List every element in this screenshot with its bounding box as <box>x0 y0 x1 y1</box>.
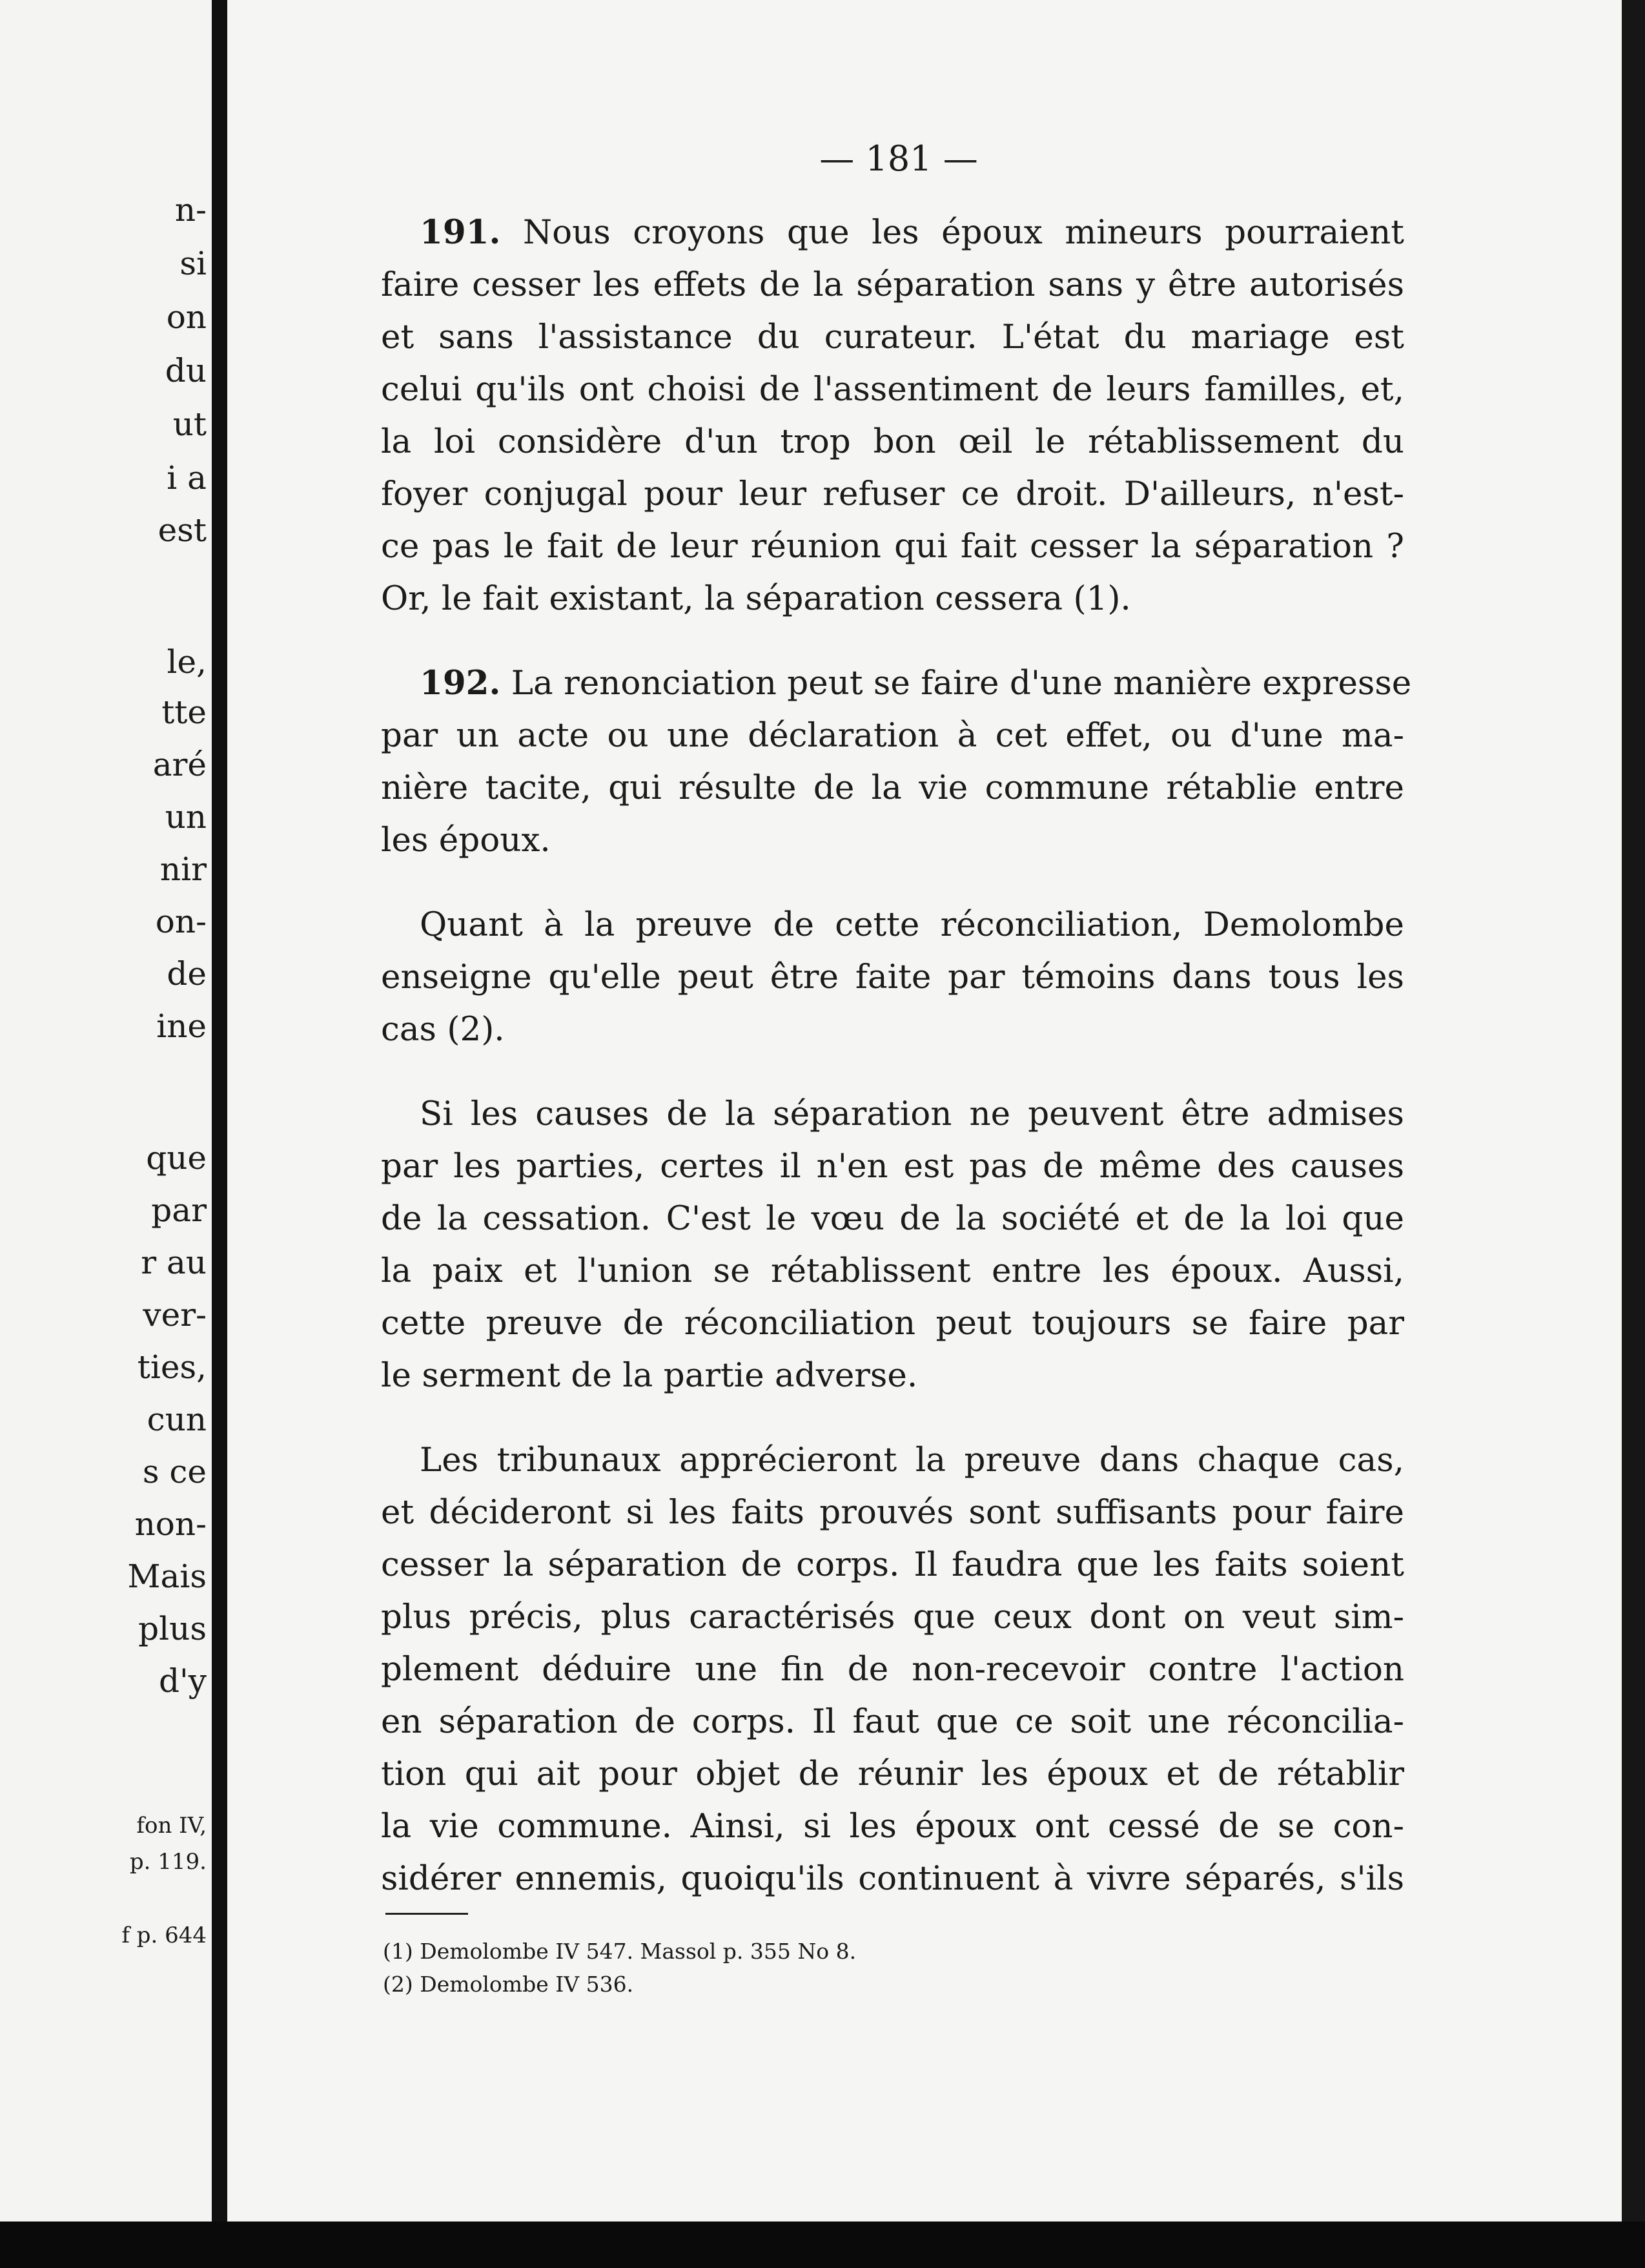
margin-fragment: non- <box>134 1505 207 1543</box>
text-line: par les parties, certes il n'en est pas de même des causes <box>381 1147 1404 1186</box>
page-number: — 181 — <box>819 138 978 179</box>
text-line: la paix et l'union se rétablissent entre les époux. Aussi, <box>381 1252 1404 1290</box>
margin-fragment: f p. 644 <box>121 1923 207 1948</box>
text-line: nière tacite, qui résulte de la vie commune rétablie entre <box>381 768 1404 807</box>
text-line: Quant à la preuve de cette réconciliation, Demolombe <box>420 905 1404 944</box>
text-line: celui qu'ils ont choisi de l'assentiment de leurs familles, et, <box>381 370 1404 409</box>
margin-fragment: plus <box>138 1610 207 1647</box>
margin-fragment: le, <box>167 643 207 681</box>
margin-fragment: ties, <box>137 1348 207 1386</box>
scan-border <box>0 2222 1645 2268</box>
margin-fragment: i a <box>167 459 207 497</box>
footnote-rule <box>385 1913 468 1915</box>
text-line: les époux. <box>381 821 551 860</box>
text-line: foyer conjugal pour leur refuser ce droit. D'ailleurs, n'est- <box>381 475 1404 513</box>
margin-fragment: du <box>165 352 207 389</box>
margin-fragment: ine <box>156 1007 207 1045</box>
text-line: 191. Nous croyons que les époux mineurs pourraient <box>420 213 1404 252</box>
text-line: enseigne qu'elle peut être faite par témoins dans tous les <box>381 958 1404 996</box>
margin-fragment: Mais <box>127 1558 207 1595</box>
margin-fragment: p. 119. <box>129 1849 207 1875</box>
margin-fragment: d'y <box>159 1662 207 1700</box>
text-line: la vie commune. Ainsi, si les époux ont cessé de se con- <box>381 1807 1404 1846</box>
text-line: et décideront si les faits prouvés sont suffisants pour faire <box>381 1493 1404 1532</box>
margin-fragment: on <box>166 298 207 336</box>
paragraph-191 <box>381 207 1404 625</box>
margin-fragment: ut <box>172 406 207 443</box>
text-line: cette preuve de réconciliation peut toujours se faire par <box>381 1304 1404 1343</box>
footnote: (1) Demolombe IV 547. Massol p. 355 No 8. <box>383 1939 857 1964</box>
margin-fragment: s ce <box>142 1453 207 1490</box>
text-line: cesser la séparation de corps. Il faudra que les faits soient <box>381 1545 1404 1584</box>
margin-fragment: aré <box>152 746 207 783</box>
text-line: Si les causes de la séparation ne peuvent être admises <box>420 1095 1404 1133</box>
margin-fragment: que <box>146 1139 207 1177</box>
margin-fragment: fon IV, <box>136 1813 207 1839</box>
page-edge <box>1622 0 1645 2268</box>
margin-fragment: si <box>179 245 207 282</box>
text-line: Les tribunaux apprécieront la preuve dans chaque cas, <box>420 1441 1404 1479</box>
paragraph <box>381 899 1404 1056</box>
body-text <box>381 207 1412 1905</box>
left-facing-page <box>0 0 212 2222</box>
text-line: et sans l'assistance du curateur. L'état du mariage est <box>381 318 1404 356</box>
margin-fragment: on- <box>155 903 207 940</box>
book-gutter <box>212 0 227 2268</box>
text-line: la loi considère d'un trop bon œil le rétablissement du <box>381 422 1404 461</box>
text-line: sidérer ennemis, quoiqu'ils continuent à vivre séparés, s'ils <box>381 1859 1404 1898</box>
text-line: de la cessation. C'est le vœu de la société et de la loi que <box>381 1199 1404 1238</box>
text-line: par un acte ou une déclaration à cet effet, ou d'une ma- <box>381 716 1404 755</box>
margin-fragment: ver- <box>143 1296 207 1334</box>
margin-fragment: un <box>165 798 207 836</box>
paragraph <box>381 1088 1404 1402</box>
footnotes <box>383 1935 856 2001</box>
text-line: Or, le fait existant, la séparation cessera (1). <box>381 579 1131 618</box>
margin-fragment: nir <box>159 850 207 888</box>
margin-fragment: n- <box>174 191 207 229</box>
text-line: ce pas le fait de leur réunion qui fait cesser la séparation ? <box>381 527 1404 566</box>
margin-fragment: par <box>151 1191 207 1229</box>
paragraph-192 <box>381 657 1412 867</box>
margin-fragment: est <box>158 511 207 549</box>
paragraph-number: 192. <box>420 664 501 703</box>
text-line: cas (2). <box>381 1010 505 1049</box>
text-line: plus précis, plus caractérisés que ceux dont on veut sim- <box>381 1598 1404 1636</box>
margin-fragment: de <box>167 955 207 993</box>
text-line: le serment de la partie adverse. <box>381 1356 918 1395</box>
footnote: (2) Demolombe IV 536. <box>383 1972 634 1997</box>
text-line: faire cesser les effets de la séparation sans y être autorisés <box>381 265 1404 304</box>
margin-fragment: cun <box>147 1401 207 1438</box>
text-line: plement déduire une fin de non-recevoir contre l'action <box>381 1650 1404 1689</box>
text-line: 192. La renonciation peut se faire d'une manière expresse <box>420 664 1412 703</box>
text-line: tion qui ait pour objet de réunir les époux et de rétablir <box>381 1755 1404 1793</box>
paragraph <box>381 1434 1404 1905</box>
text-line: en séparation de corps. Il faut que ce soit une réconcilia- <box>381 1702 1404 1741</box>
margin-fragment: r au <box>141 1244 207 1281</box>
paragraph-number: 191. <box>420 213 501 252</box>
margin-fragment: tte <box>161 694 207 731</box>
